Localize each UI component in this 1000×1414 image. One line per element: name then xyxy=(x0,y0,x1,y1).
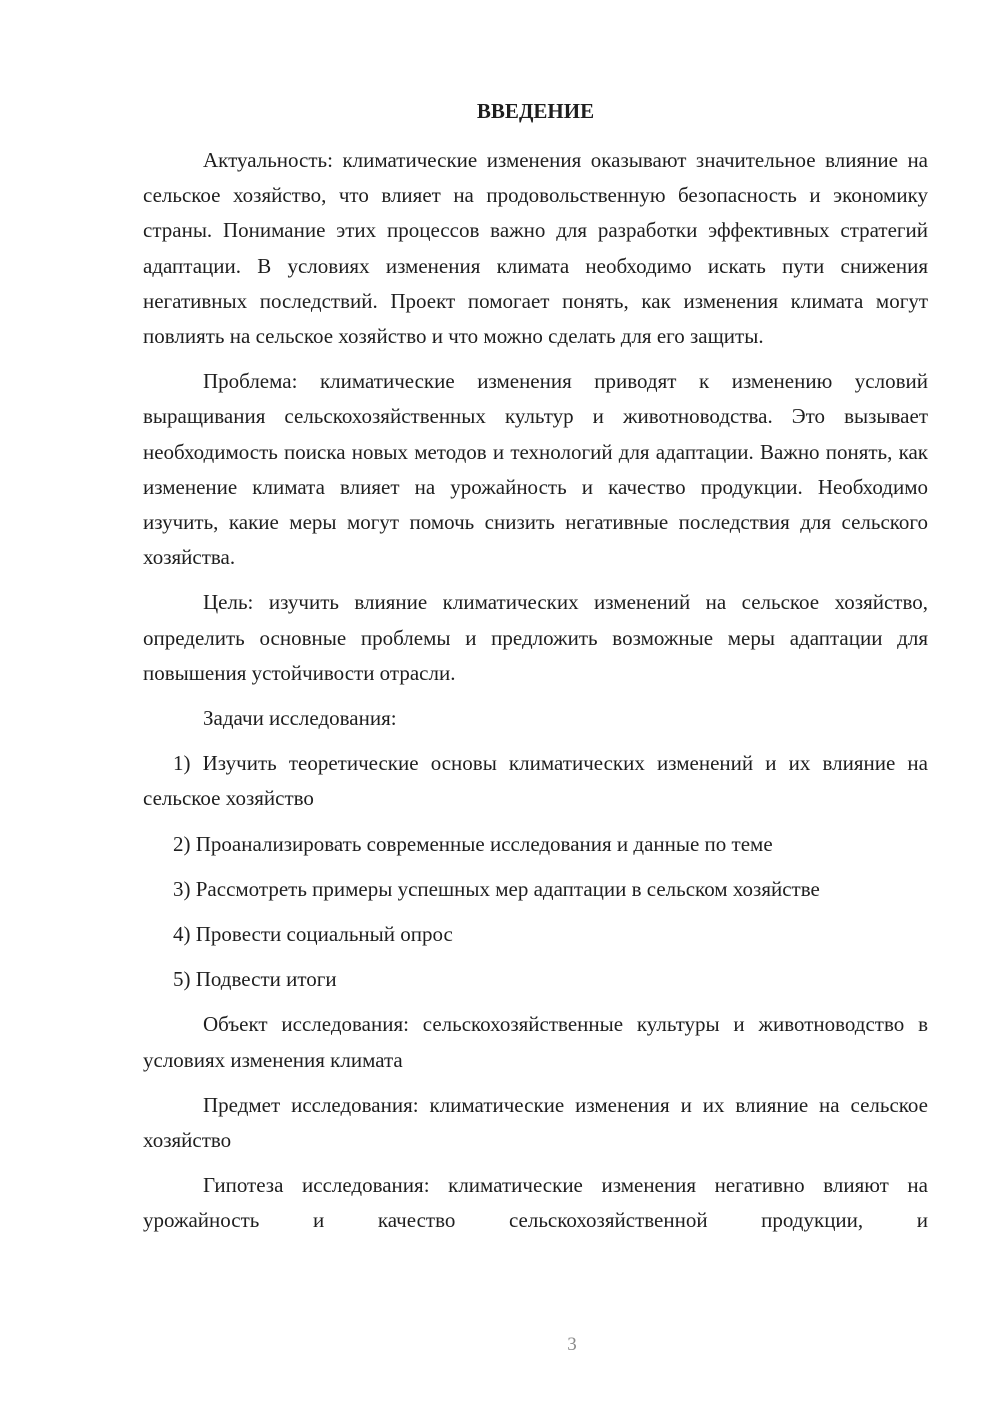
problem-paragraph: Проблема: климатические изменения приводят к изменению условий выращивания сельскохозяйственных культур и животноводства. Это вызывает необходимость поиска новых методов и технологий для адаптации. Важно понять, как изменение климата влияет на урожайность и качество продукции. Необходимо изучить, какие меры могут помочь снизить негативные последствия для сельского хозяйства. xyxy=(143,369,928,570)
task-item-5: 5) Подвести итоги xyxy=(173,967,337,992)
document-page xyxy=(143,94,928,1239)
hypothesis-paragraph: Гипотеза исследования: климатические изменения негативно влияют на урожайность и качество сельскохозяйственной продукции, и xyxy=(143,1173,928,1233)
task-item-3: 3) Рассмотреть примеры успешных мер адаптации в сельском хозяйстве xyxy=(173,876,820,901)
task-item-2: 2) Проанализировать современные исследования и данные по теме xyxy=(173,831,773,856)
relevance-paragraph: Актуальность: климатические изменения оказывают значительное влияние на сельское хозяйство, что влияет на продовольственную безопасность и экономику страны. Понимание этих процессов важно для разработки эффективных стратегий адаптации. В условиях изменения климата необходимо искать пути снижения негативных последствий. Проект помогает понять, как изменения климата могут повлиять на сельское хозяйство и что можно сделать для его защиты. xyxy=(143,148,928,349)
object-paragraph: Объект исследования: сельскохозяйственные культуры и животноводство в условиях изменения климата xyxy=(143,1012,928,1072)
task-item-4: 4) Провести социальный опрос xyxy=(173,922,453,947)
tasks-heading: Задачи исследования: xyxy=(203,706,397,731)
goal-paragraph: Цель: изучить влияние климатических изменений на сельское хозяйство, определить основные проблемы и предложить возможные меры адаптации для повышения устойчивости отрасли. xyxy=(143,590,928,685)
section-title: ВВЕДЕНИЕ xyxy=(476,99,595,123)
task-item-1: 1) Изучить теоретические основы климатических изменений и их влияние на сельское хозяйство xyxy=(143,751,928,811)
title-row xyxy=(143,94,928,129)
subject-paragraph: Предмет исследования: климатические изменения и их влияние на сельское хозяйство xyxy=(143,1092,928,1153)
page-number: 3 xyxy=(567,1334,577,1355)
